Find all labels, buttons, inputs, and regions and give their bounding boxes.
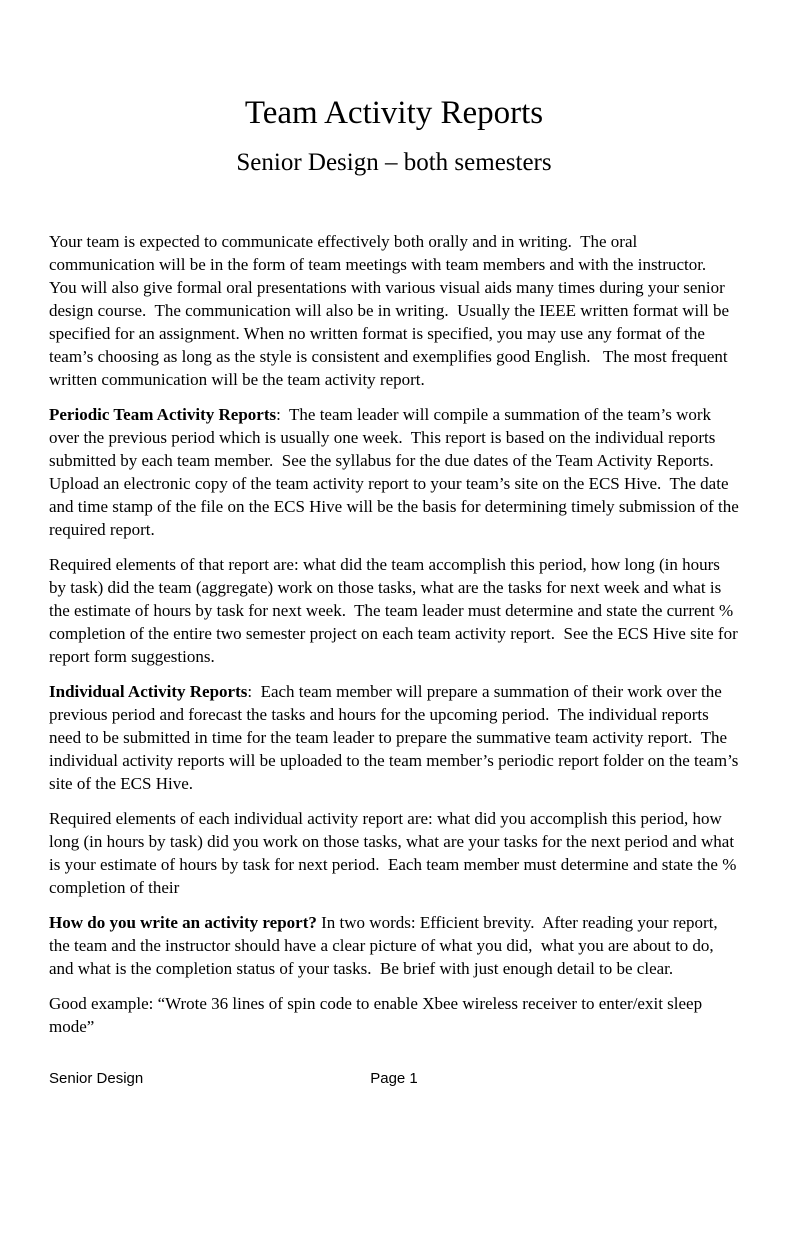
paragraph-text: : Each team member will prepare a summation of their work over the previous period and forecast the tasks and hours for the upcoming period. The individual reports need to be submitted in time for the team leader to prepare the summative team activity report. The individual activity reports will be uploaded to the team member’s periodic report folder on the team’s site of the ECS Hive. [49,681,743,793]
paragraph-lead: Individual Activity Reports [49,681,248,701]
document-subtitle: Senior Design – both semesters [236,148,552,176]
page-number: Page 1 [370,1070,418,1087]
paragraph-team-report-elements [49,553,741,668]
paragraph-intro [49,230,741,391]
paragraph-text: Required elements of each individual activity report are: what did you accomplish this period, how long (in hours by task) did you work on those tasks, what are your tasks for the next period and what is your estimate of hours by task for next period. Each team member must determine and state the % completion of their [49,808,741,897]
paragraph-good-example [49,992,741,1038]
paragraph-individual-report-elements [49,807,741,899]
paragraph-text: In two words: Efficient brevity. After reading your report, the team and the instructor should have a clear picture of what you did, what you are about to do, and what is the completion status of your tasks. Be brief with just enough detail to be clear. [49,912,722,978]
paragraph-lead: Periodic Team Activity Reports [49,404,277,424]
paragraph-how-to-write [49,911,741,980]
paragraph-text: : The team leader will compile a summation of the team’s work over the previous period which is usually one week. This report is based on the individual reports submitted by each team member. See the syllabus for the due dates of the Team Activity Reports. Upload an electronic copy of the team activity report to your team’s site on the ECS Hive. The date and time stamp of the file on the ECS Hive will be the basis for determining timely submission of the required report. [49,404,744,539]
document-title: Team Activity Reports [244,95,544,131]
document-body [49,230,744,1038]
paragraph-text: Your team is expected to communicate effectively both orally and in writing. The oral communication will be in the form of team meetings with team members and with the instructor. You will also give formal oral presentations with various visual aids many times during your senior design course. The communication will also be in writing. Usually the IEEE written format will be specified for an assignment. When no written format is specified, you may use any format of the team’s choosing as long as the style is consistent and exemplifies good English. The most frequent written communication will be the team activity report. [49,231,734,389]
footer-document-name: Senior Design [49,1070,144,1087]
paragraph-lead: How do you write an activity report? [49,912,317,932]
page-footer [0,1068,788,1090]
paragraph-text: Required elements of that report are: what did the team accomplish this period, how long (in hours by task) did the team (aggregate) work on those tasks, what are the tasks for next week and what is the estimate of hours by task for next week. The team leader must determine and state the current % completion of the entire two semester project on each team activity report. See the ECS Hive site for report form suggestions. [49,554,742,666]
paragraph-text: Good example: “Wrote 36 lines of spin code to enable Xbee wireless receiver to enter/exit sleep mode” [49,993,707,1036]
paragraph-individual-reports [49,680,741,795]
paragraph-periodic-reports [49,403,744,541]
